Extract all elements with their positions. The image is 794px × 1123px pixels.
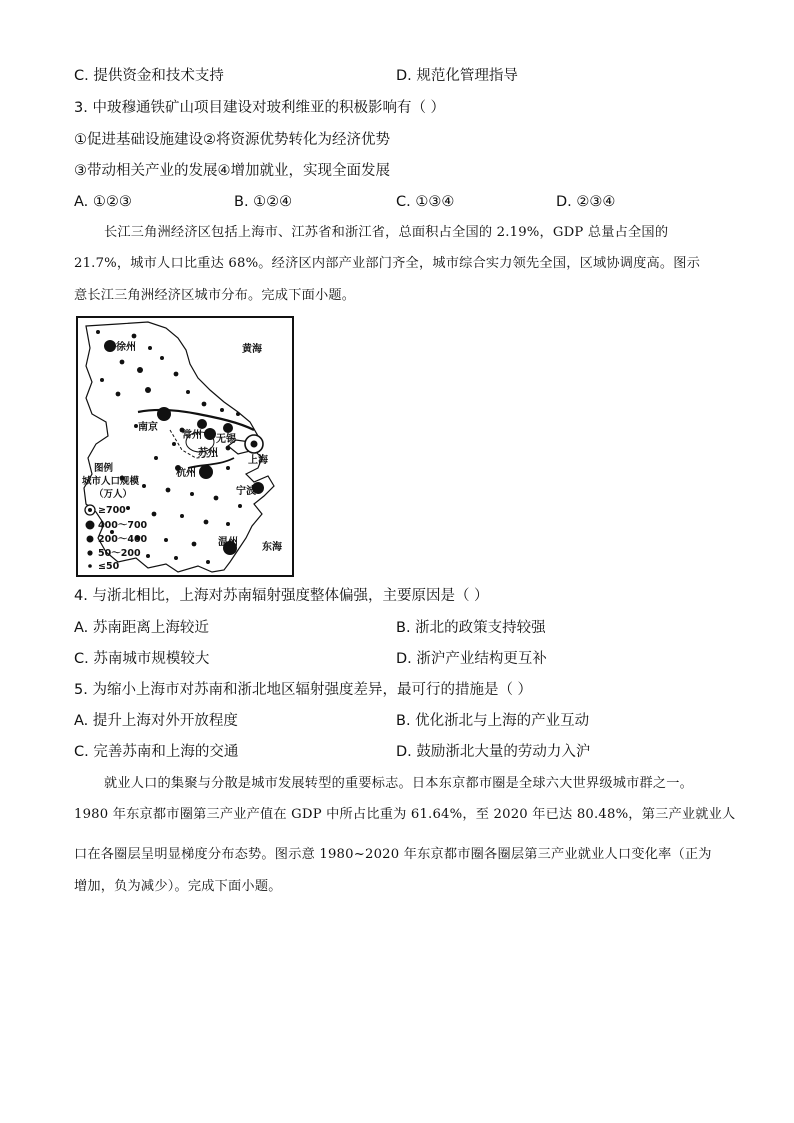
q5-option-b: B. 优化浙北与上海的产业互动 (396, 713, 590, 729)
passage1-line-1: 长江三角洲经济区包括上海市、江苏省和浙江省，总面积占全国的 2.19%，GDP 总量占全国的 (104, 225, 669, 240)
q3-option-a: A. ①②③ (74, 194, 132, 210)
label-suzhou: 苏州 (198, 448, 218, 459)
city-suzhou (204, 428, 216, 440)
q5-stem: 5. 为缩小上海市对苏南和浙北地区辐射强度差异，最可行的措施是（ ） (74, 682, 533, 698)
q3-option-c: C. ①③④ (396, 194, 455, 210)
label-shanghai: 上海 (248, 455, 268, 466)
label-wenzhou: 温州 (218, 537, 238, 548)
passage1-line-2: 21.7%，城市人口比重达 68%。经济区内部产业部门齐全，城市综合实力领先全国，区域协调度高。图示 (74, 256, 701, 271)
label-huanghai: 黄海 (242, 344, 262, 355)
label-nanjing: 南京 (138, 422, 158, 433)
label-hangzhou: 杭州 (176, 468, 196, 479)
q4-option-a: A. 苏南距离上海较近 (74, 620, 209, 636)
city-wuxi (223, 423, 233, 433)
legend-unit: （万人） (94, 489, 133, 500)
q2-option-c: C. 提供资金和技术支持 (74, 68, 224, 84)
legend-item-3: 200～400 (98, 534, 148, 545)
legend-item-1: ≥700 (98, 505, 126, 516)
city-shanghai-core (251, 441, 258, 448)
passage2-line-3: 口在各圈层呈明显梯度分布态势。图示意 1980~2020 年东京都市圈各圈层第三产业就业人口变化率（正为 (74, 847, 712, 862)
city-hangzhou (199, 465, 213, 479)
q5-option-d: D. 鼓励浙北大量的劳动力入沪 (396, 744, 591, 760)
legend-title: 图例 (94, 463, 114, 474)
passage2-line-4: 增加，负为减少）。完成下面小题。 (74, 879, 282, 894)
label-changzhou: 常州 (182, 430, 202, 441)
q2-option-d: D. 规范化管理指导 (396, 68, 518, 84)
label-donghai: 东海 (262, 542, 282, 553)
label-wuxi: 无锡 (216, 434, 236, 445)
q5-option-a: A. 提升上海对外开放程度 (74, 713, 238, 729)
q4-option-d: D. 浙沪产业结构更互补 (396, 651, 547, 667)
legend-item-2: 400～700 (98, 520, 148, 531)
q3-stem: 3. 中玻穆通铁矿山项目建设对玻利维亚的积极影响有（ ） (74, 100, 446, 116)
passage2-line-2: 1980 年东京都市圈第三产业产值在 GDP 中所占比重为 61.64%，至 2020 年已达 80.48%，第三产业就业人 (74, 807, 736, 822)
city-nanjing (157, 407, 171, 421)
q3-option-b: B. ①②④ (234, 194, 293, 210)
q5-option-c: C. 完善苏南和上海的交通 (74, 744, 239, 760)
label-xuzhou: 徐州 (116, 342, 136, 353)
legend-item-5: ≤50 (98, 561, 120, 572)
city-changzhou (197, 419, 207, 429)
legend-item-4: 50～200 (98, 548, 141, 559)
q4-option-c: C. 苏南城市规模较大 (74, 651, 210, 667)
q3-item-1: ①促进基础设施建设②将资源优势转化为经济优势 (74, 132, 390, 148)
q3-option-d: D. ②③④ (556, 194, 616, 210)
label-ningbo: 宁波 (236, 486, 256, 497)
legend-subtitle: 城市人口规模 (82, 476, 140, 487)
q4-option-b: B. 浙北的政策支持较强 (396, 620, 546, 636)
q4-stem: 4. 与浙北相比，上海对苏南辐射强度整体偏强，主要原因是（ ） (74, 588, 489, 604)
map-drawing (78, 318, 292, 575)
city-xuzhou (104, 340, 116, 352)
q3-item-2: ③带动相关产业的发展④增加就业，实现全面发展 (74, 163, 390, 179)
yangtze-delta-city-map (76, 316, 294, 577)
passage1-line-3: 意长江三角洲经济区城市分布。完成下面小题。 (74, 288, 356, 303)
passage2-line-1: 就业人口的集聚与分散是城市发展转型的重要标志。日本东京都市圈是全球六大世界级城市群之一。 (104, 776, 694, 791)
